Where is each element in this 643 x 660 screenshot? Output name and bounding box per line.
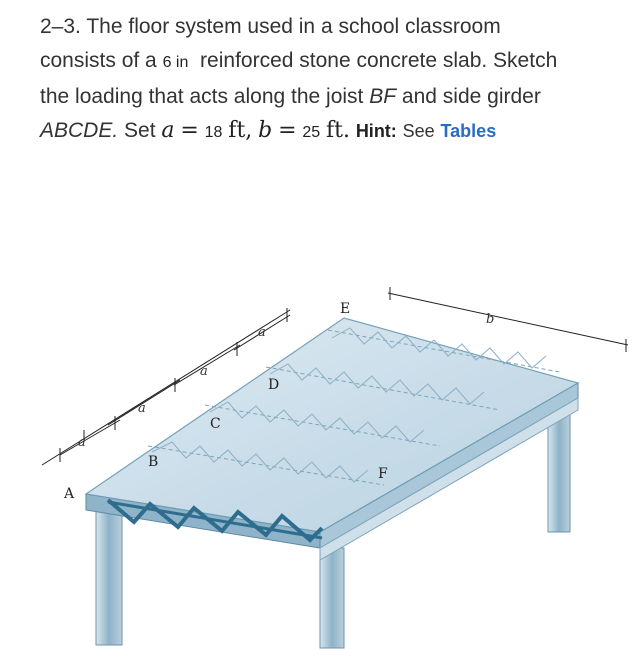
tables-link[interactable]: Tables (440, 121, 497, 141)
equals-a: = (180, 118, 199, 143)
dim-a-4: a (258, 325, 266, 340)
problem-text-line3a: the loading that acts along the joist (40, 85, 364, 108)
equals-b: = (278, 118, 297, 143)
b-unit: ft. (325, 118, 350, 143)
label-D: D (268, 377, 280, 393)
dim-a-2: a (138, 401, 146, 416)
label-B: B (148, 454, 159, 470)
hint-label: Hint: (355, 121, 397, 141)
hint-text: See (402, 121, 435, 141)
b-value: 25 (302, 124, 321, 141)
problem-text-line2a: consists of a (40, 49, 157, 72)
column-front-right (320, 548, 344, 648)
a-unit: ft, (228, 118, 253, 143)
girder-name: ABCDE. (40, 119, 119, 142)
var-b: b (258, 118, 273, 143)
problem-text-line1: The floor system used in a school classroom (86, 15, 501, 38)
problem-number: 2–3. (40, 15, 81, 38)
label-A: A (64, 486, 75, 502)
column-front-left (96, 505, 122, 645)
problem-text-line3b: and side girder (401, 85, 541, 108)
label-C: C (210, 416, 221, 432)
problem-text-line2b: reinforced stone concrete slab. Sketch (200, 49, 558, 72)
slab-thickness: 6 in (162, 54, 189, 71)
var-a: a (161, 118, 175, 143)
dim-b: b (486, 312, 495, 327)
label-F: F (378, 466, 388, 482)
set-word: Set (124, 119, 156, 142)
label-E: E (340, 301, 351, 317)
a-value: 18 (204, 124, 223, 141)
dim-a-1: a (78, 435, 86, 450)
joist-name: BF (369, 85, 397, 108)
dim-a-3: a (200, 364, 208, 379)
